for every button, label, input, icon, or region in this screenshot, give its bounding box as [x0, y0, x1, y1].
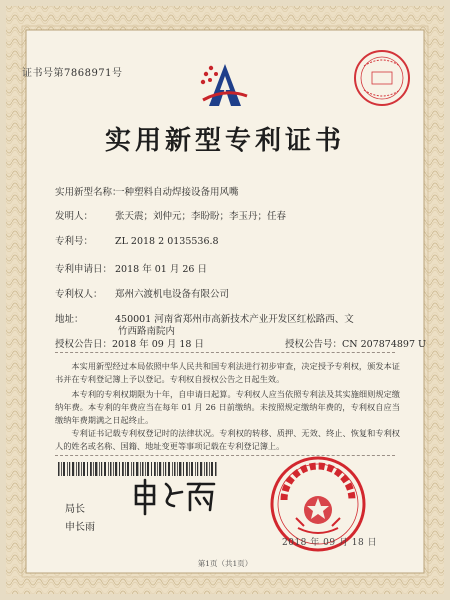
divider-top: [55, 352, 395, 353]
inventor-row: 发明人： 张天震；刘仲元；李盼盼；李玉丹；任春: [55, 211, 287, 222]
seal-date: 2018 年 09 月 18 日: [282, 538, 378, 548]
barcode-icon: [58, 462, 218, 476]
utility-name-row: 实用新型名称：一种塑料自动焊接设备用风嘴: [55, 187, 239, 198]
auth-number-row: 授权公告号：CN 207874897 U: [285, 339, 427, 350]
patentee-row: 专利权人： 郑州六渡机电设备有限公司: [55, 289, 230, 300]
patent-number-row: 专利号： ZL 2018 2 0135536.8: [55, 236, 219, 247]
filing-date-row: 专利申请日： 2018 年 01 月 26 日: [55, 264, 207, 275]
certificate-title: 实用新型专利证书: [104, 126, 345, 156]
paragraph-3: 专利证书记载专利权登记时的法律状况。专利权的转移、质押、无效、终止、恢复和专利权人的姓名或名称、国籍、地址变更等事项记载在专利登记簿上。: [55, 428, 400, 452]
director-name: 申长雨: [65, 522, 95, 533]
signature-icon: [130, 476, 220, 516]
cnipa-logo: [199, 60, 251, 112]
director-title: 局长: [65, 504, 85, 515]
paragraph-1: 本实用新型经过本局依照中华人民共和国专利法进行初步审查，决定授予专利权，颁发本证书并在专利登记簿上予以登记。专利权自授权公告之日起生效。: [55, 361, 400, 385]
page-number: 第1页（共1页）: [197, 559, 253, 568]
address-row: 地址： 450001 河南省郑州市高新技术产业开发区红松路西、文: [55, 314, 354, 325]
certificate-number: 证书号第7868971号: [22, 68, 123, 79]
paragraph-2: 本专利的专利权期限为十年，自申请日起算。专利权人应当依照专利法及其实施细则规定缴纳年费。本专利的年费应当在每年 01 月 26 日前缴纳。未按照规定缴纳年费的，专利权自应当缴纳年费期满之日起终止。: [55, 389, 400, 426]
address-line-2: 竹西路南院内: [118, 326, 176, 337]
auth-date-row: 授权公告日：2018 年 09 月 18 日: [55, 339, 204, 350]
red-stamp-icon: [352, 48, 412, 108]
